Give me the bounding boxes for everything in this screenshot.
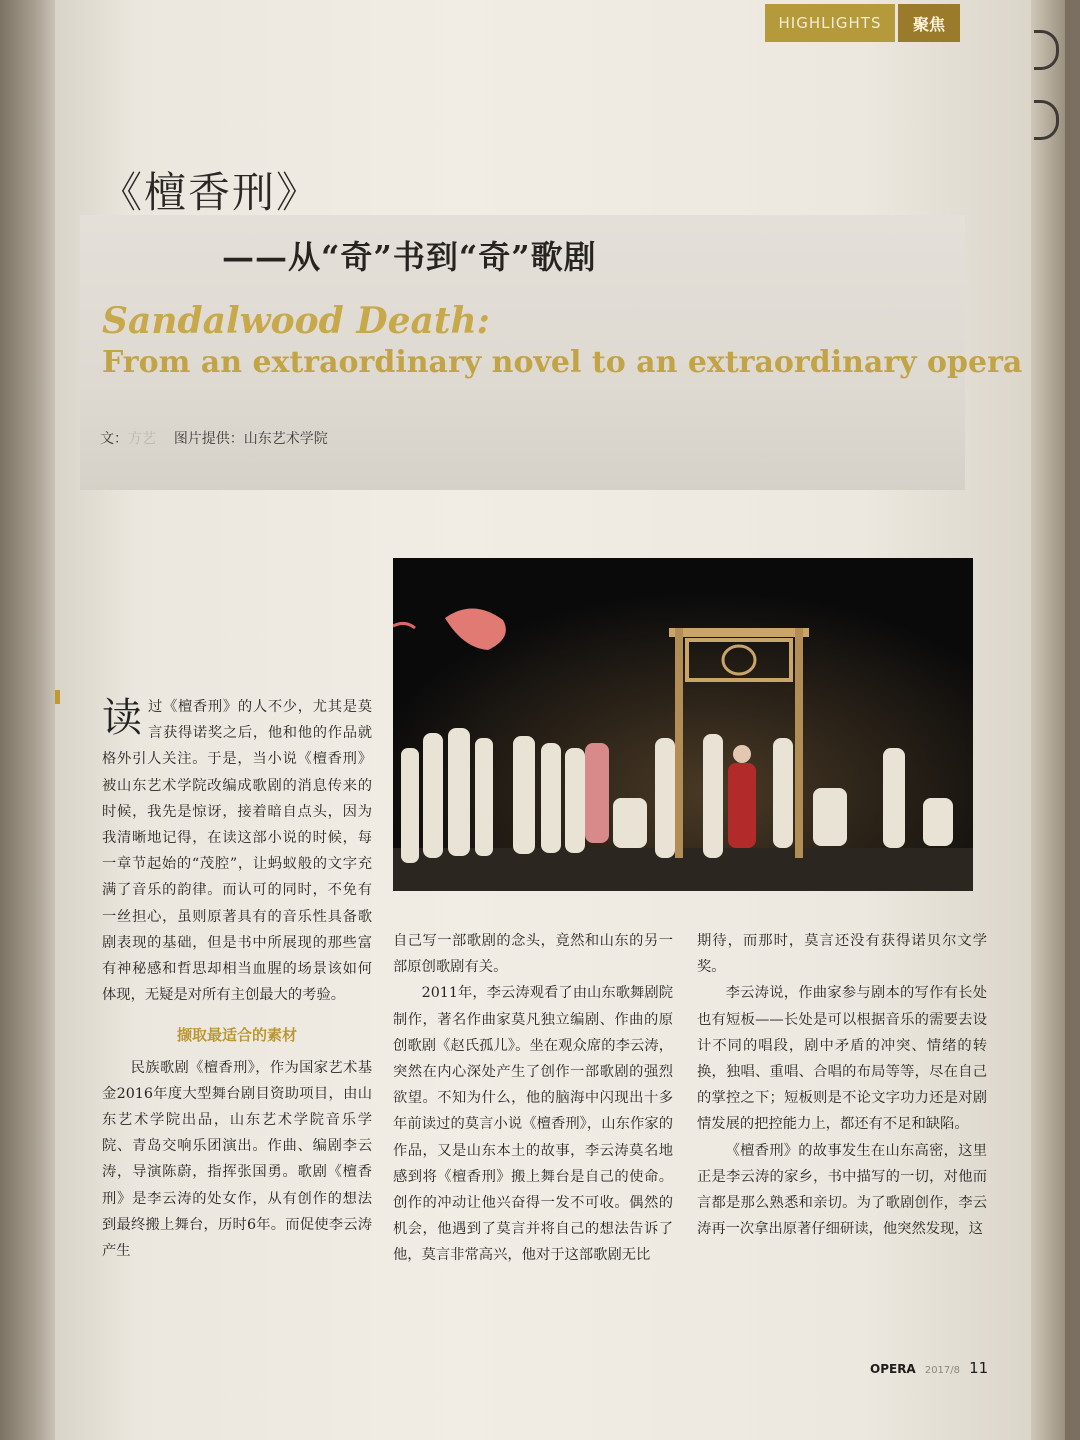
drop-cap: 读 [102, 695, 142, 741]
page-edge-marker [55, 690, 60, 704]
issue-date: 2017/8 [924, 1365, 961, 1376]
author-name: 方艺 [128, 431, 156, 447]
highlights-tab: HIGHLIGHTS [765, 4, 895, 42]
section-heading: 撷取最适合的素材 [176, 1026, 297, 1045]
page-number: 11 [969, 1359, 989, 1377]
paragraph: 期待，而那时，莫言还没有获得诺贝尔文学奖。 [697, 933, 987, 976]
binder-ring-icon [1034, 30, 1059, 70]
author-label: 文： [100, 431, 128, 447]
magazine-name: OPERA [870, 1362, 916, 1376]
binder-strip [1031, 0, 1065, 1440]
english-subtitle: From an extraordinary novel to an extraordinary opera [102, 345, 1023, 380]
paragraph: 《檀香刑》的故事发生在山东高密，这里正是李云涛的家乡，书中描写的一切，对他而言都是那么熟悉和亲切。为了歌剧创作，李云涛再一次拿出原著仔细研读，他突然发现，这 [697, 1142, 987, 1238]
paragraph: 民族歌剧《檀香刑》，作为国家艺术基金2016年度大型舞台剧目资助项目，由山东艺术学院出品，山东艺术学院音乐学院、青岛交响乐团演出。作曲、编剧李云涛，导演陈蔚，指挥张国勇。歌剧《檀香刑》是李云涛的处女作，从有创作的想法到最终搬上舞台，历时6年。而促使李云涛产生 [102, 1059, 372, 1260]
english-title: Sandalwood Death: [102, 300, 490, 342]
page-subtitle: ——从“奇”书到“奇”歌剧 [222, 238, 597, 276]
stage-photo-icon [393, 558, 973, 891]
binder-ring-icon [1034, 100, 1059, 140]
section-tab: 聚焦 [898, 4, 960, 42]
photo-credit: 图片提供：山东艺术学院 [173, 431, 328, 447]
text-column-3 [697, 928, 987, 1242]
page-footer [870, 1358, 988, 1377]
paragraph: 过《檀香刑》的人不少，尤其是莫言获得诺奖之后，他和他的作品就格外引人关注。于是，当小说《檀香刑》被山东艺术学院改编成歌剧的消息传来的时候，我先是惊讶，接着暗自点头，因为我清晰地记得，在读这部小说的时候，每一章节起始的“茂腔”，让蚂蚁般的文字充满了音乐的韵律。而认可的同时，不免有一丝担心，虽则原著具有的音乐性具备歌剧表现的基础，但是书中所展现的那些富有神秘感和哲思却相当血腥的场景该如何体现，无疑是对所有主创最大的考验。 [102, 699, 372, 1004]
credit-line [100, 428, 328, 448]
paragraph: 自己写一部歌剧的念头，竟然和山东的另一部原创歌剧有关。 [393, 933, 673, 976]
page-title: 《檀香刑》 [100, 168, 321, 217]
stage-photo [393, 558, 973, 891]
paragraph: 2011年，李云涛观看了由山东歌舞剧院制作，著名作曲家莫凡独立编剧、作曲的原创歌剧《赵氏孤儿》。坐在观众席的李云涛，突然在内心深处产生了创作一部歌剧的强烈欲望。不知为什么，他的脑海中闪现出十多年前读过的莫言小说《檀香刑》，山东作家的作品，又是山东本土的故事，李云涛莫名地感到将《檀香刑》搬上舞台是自己的使命。创作的冲动让他兴奋得一发不可收。偶然的机会，他遇到了莫言并将自己的想法告诉了他，莫言非常高兴，他对于这部歌剧无比 [393, 985, 673, 1264]
magazine-page [55, 0, 1065, 1440]
text-column-1 [102, 694, 372, 1264]
adjacent-page-edge [0, 0, 58, 1440]
text-column-2 [393, 928, 673, 1269]
paragraph: 李云涛说，作曲家参与剧本的写作有长处也有短板——长处是可以根据音乐的需要去设计不同的唱段，剧中矛盾的冲突、情绪的转换，独唱、重唱、合唱的布局等等，尽在自己的掌控之下；短板则是不论文字功力还是对剧情发展的把控能力上，都还有不足和缺陷。 [697, 985, 987, 1133]
